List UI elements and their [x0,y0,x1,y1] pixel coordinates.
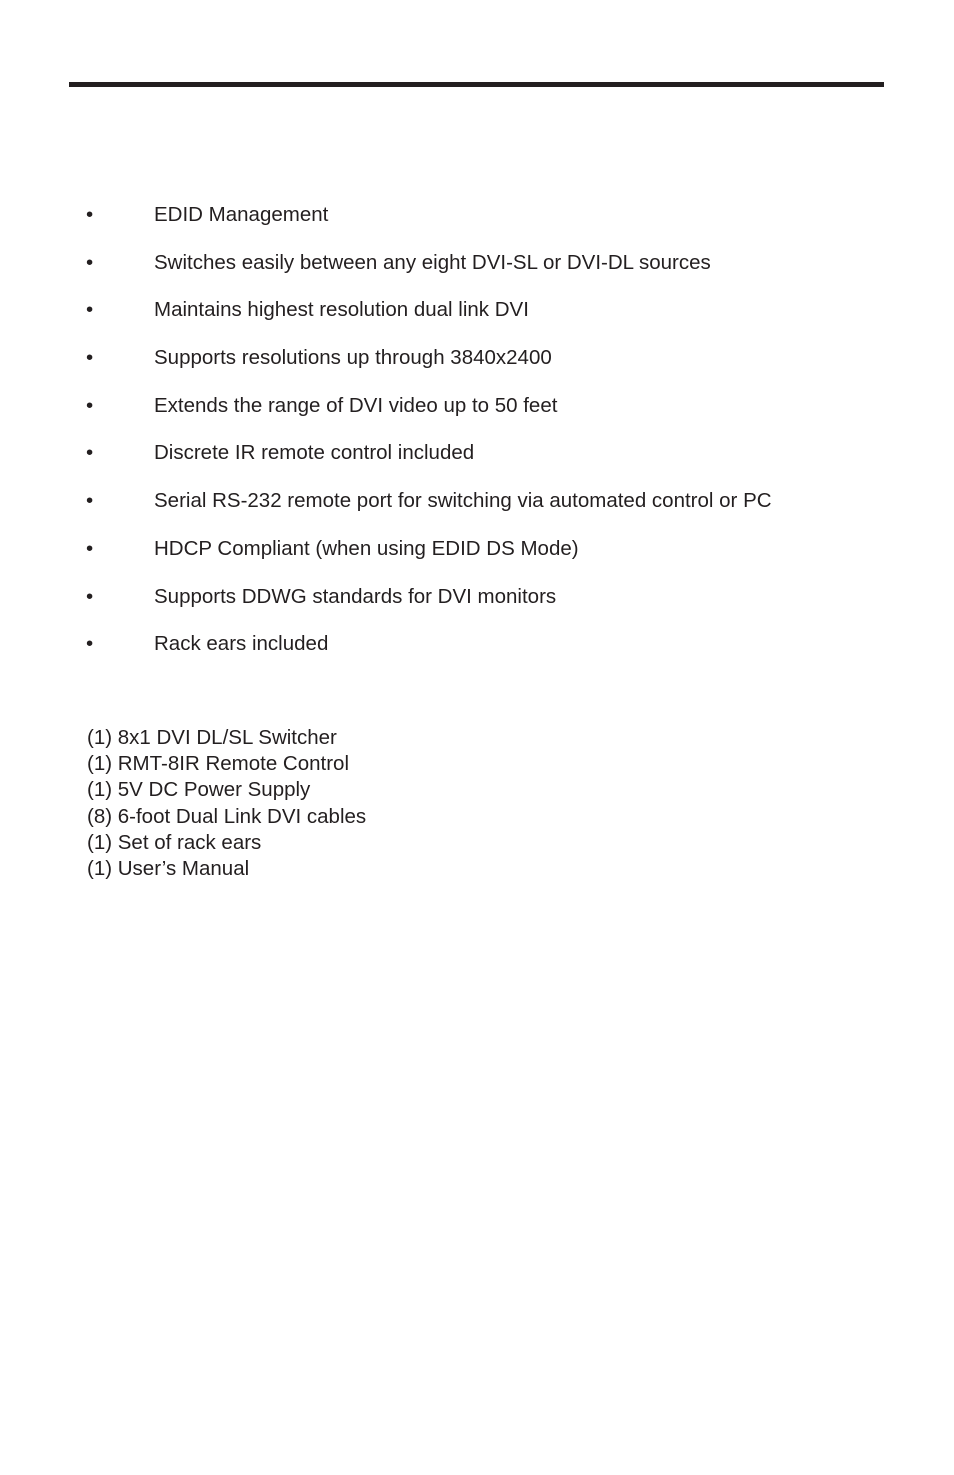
bullet-icon: • [86,441,94,465]
feature-item [0,486,954,534]
package-item: (8) 6-foot Dual Link DVI cables [87,804,367,828]
package-item: (1) 8x1 DVI DL/SL Switcher [87,726,337,749]
bullet-icon: • [86,203,94,226]
feature-text: Discrete IR remote control included [154,441,475,465]
feature-item [0,343,954,391]
bullet-icon: • [86,393,94,417]
feature-item [0,248,954,296]
feature-text: Maintains highest resolution dual link DVI [154,298,529,322]
package-item: (1) Set of rack ears [87,830,262,854]
feature-item [0,200,954,248]
bullet-icon: • [86,632,94,656]
feature-text: Supports DDWG standards for DVI monitors [154,584,557,608]
feature-text: Supports resolutions up through 3840x2400 [154,346,552,370]
feature-text: Serial RS-232 remote port for switching via automated control or PC [154,489,772,513]
package-item: (1) RMT-8IR Remote Control [87,752,350,776]
package-item: (1) User’s Manual [87,856,250,880]
feature-item [0,295,954,343]
features-list [0,200,954,677]
feature-item [0,438,954,486]
feature-text: EDID Management [154,203,329,226]
package-item: (1) 5V DC Power Supply [87,778,311,802]
feature-text: Switches easily between any eight DVI-SL or DVI-DL sources [154,250,711,274]
feature-item [0,629,954,677]
feature-text: HDCP Compliant (when using EDID DS Mode) [154,536,579,560]
bullet-icon: • [86,584,94,608]
bullet-icon: • [86,536,94,560]
feature-item [0,582,954,630]
feature-text: Rack ears included [154,632,329,656]
header-rule [69,82,884,87]
bullet-icon: • [86,346,94,370]
bullet-icon: • [86,250,94,274]
bullet-icon: • [86,489,94,513]
feature-text: Extends the range of DVI video up to 50 feet [154,393,558,417]
package-contents-list [87,725,366,882]
bullet-icon: • [86,298,94,322]
feature-item [0,534,954,582]
feature-item [0,391,954,439]
